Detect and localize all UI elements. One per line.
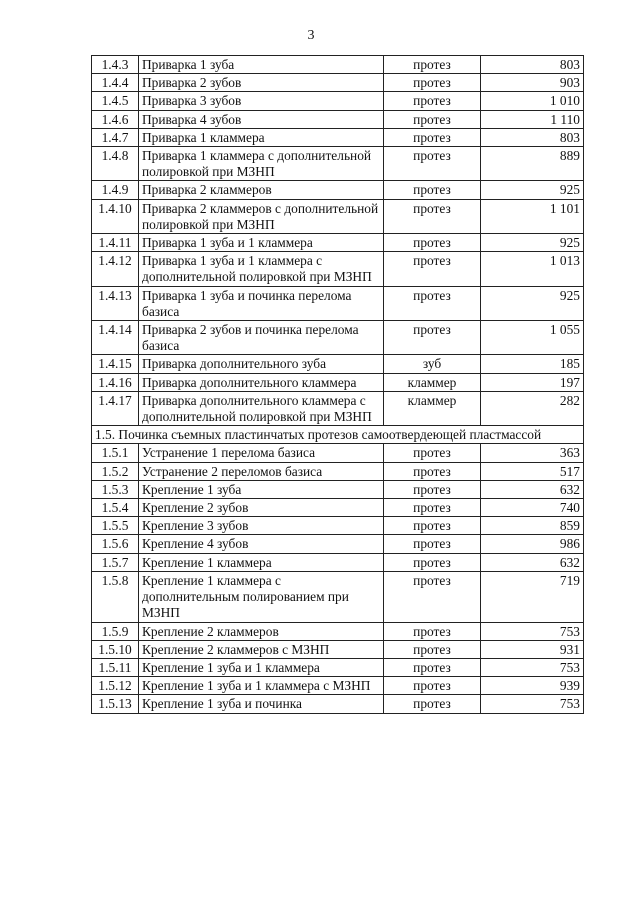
table-row (92, 147, 584, 181)
service-name: Приварка 1 зуба и 1 кламмера (139, 234, 384, 252)
unit-of-measure: протез (384, 74, 481, 92)
service-price: 859 (481, 517, 584, 535)
service-code: 1.4.15 (92, 355, 139, 373)
unit-of-measure: протез (384, 110, 481, 128)
service-price: 632 (481, 480, 584, 498)
service-price: 363 (481, 444, 584, 462)
service-price: 1 013 (481, 252, 584, 286)
table-row (92, 517, 584, 535)
table-row (92, 321, 584, 355)
unit-of-measure: протез (384, 571, 481, 622)
service-name: Крепление 4 зубов (139, 535, 384, 553)
service-name: Крепление 1 зуба и 1 кламмера с МЗНП (139, 677, 384, 695)
table-row (92, 355, 584, 373)
service-price: 1 055 (481, 321, 584, 355)
table-row (92, 677, 584, 695)
table-row (92, 622, 584, 640)
service-price: 185 (481, 355, 584, 373)
table-row (92, 571, 584, 622)
unit-of-measure: зуб (384, 355, 481, 373)
service-code: 1.5.2 (92, 462, 139, 480)
service-name: Крепление 1 зуба и 1 кламмера (139, 658, 384, 676)
unit-of-measure: протез (384, 147, 481, 181)
unit-of-measure: протез (384, 286, 481, 320)
service-code: 1.4.4 (92, 74, 139, 92)
unit-of-measure: протез (384, 480, 481, 498)
service-code: 1.4.10 (92, 199, 139, 233)
unit-of-measure: кламмер (384, 391, 481, 425)
unit-of-measure: протез (384, 499, 481, 517)
service-price: 1 110 (481, 110, 584, 128)
section-header-row (92, 426, 584, 444)
service-name: Крепление 1 зуба (139, 480, 384, 498)
price-table-body-after (92, 444, 584, 713)
service-price: 632 (481, 553, 584, 571)
table-row (92, 640, 584, 658)
service-price: 939 (481, 677, 584, 695)
unit-of-measure: протез (384, 695, 481, 713)
service-code: 1.5.9 (92, 622, 139, 640)
unit-of-measure: протез (384, 517, 481, 535)
table-row (92, 199, 584, 233)
service-price: 719 (481, 571, 584, 622)
table-row (92, 252, 584, 286)
service-name: Крепление 1 кламмера с дополнительным полированием при МЗНП (139, 571, 384, 622)
unit-of-measure: протез (384, 677, 481, 695)
service-name: Приварка 2 кламмеров (139, 181, 384, 199)
service-code: 1.4.16 (92, 373, 139, 391)
table-row (92, 286, 584, 320)
table-row (92, 658, 584, 676)
service-price: 925 (481, 234, 584, 252)
section-header-body (92, 426, 584, 444)
price-table (91, 55, 584, 714)
service-name: Крепление 1 кламмера (139, 553, 384, 571)
table-row (92, 391, 584, 425)
service-name: Крепление 2 кламмеров (139, 622, 384, 640)
service-name: Приварка 3 зубов (139, 92, 384, 110)
service-name: Крепление 2 кламмеров с МЗНП (139, 640, 384, 658)
table-row (92, 56, 584, 74)
service-name: Приварка 1 кламмера (139, 128, 384, 146)
table-row (92, 444, 584, 462)
service-code: 1.4.17 (92, 391, 139, 425)
table-row (92, 462, 584, 480)
service-price: 903 (481, 74, 584, 92)
service-price: 803 (481, 128, 584, 146)
service-name: Устранение 2 переломов базиса (139, 462, 384, 480)
service-price: 925 (481, 286, 584, 320)
service-code: 1.5.6 (92, 535, 139, 553)
unit-of-measure: кламмер (384, 373, 481, 391)
service-code: 1.5.7 (92, 553, 139, 571)
service-code: 1.5.13 (92, 695, 139, 713)
unit-of-measure: протез (384, 640, 481, 658)
service-price: 1 101 (481, 199, 584, 233)
service-name: Крепление 1 зуба и починка (139, 695, 384, 713)
table-row (92, 480, 584, 498)
service-code: 1.4.5 (92, 92, 139, 110)
service-price: 1 010 (481, 92, 584, 110)
unit-of-measure: протез (384, 321, 481, 355)
service-code: 1.4.9 (92, 181, 139, 199)
service-price: 889 (481, 147, 584, 181)
page-number: 3 (307, 28, 315, 43)
service-code: 1.5.4 (92, 499, 139, 517)
service-name: Приварка 2 зубов (139, 74, 384, 92)
service-name: Приварка дополнительного кламмера с дополнительной полировкой при МЗНП (139, 391, 384, 425)
unit-of-measure: протез (384, 658, 481, 676)
service-name: Приварка 1 зуба и 1 кламмера с дополнительной полировкой при МЗНП (139, 252, 384, 286)
service-price: 282 (481, 391, 584, 425)
service-price: 931 (481, 640, 584, 658)
service-name: Приварка дополнительного зуба (139, 355, 384, 373)
table-row (92, 92, 584, 110)
section-title: 1.5. Починка съемных пластинчатых протезов самоотвердеющей пластмассой (92, 426, 584, 444)
service-price: 986 (481, 535, 584, 553)
table-row (92, 234, 584, 252)
service-name: Приварка 1 зуба (139, 56, 384, 74)
table-row (92, 695, 584, 713)
service-code: 1.4.11 (92, 234, 139, 252)
service-name: Приварка 4 зубов (139, 110, 384, 128)
service-code: 1.4.14 (92, 321, 139, 355)
table-row (92, 128, 584, 146)
service-price: 803 (481, 56, 584, 74)
unit-of-measure: протез (384, 462, 481, 480)
service-code: 1.5.12 (92, 677, 139, 695)
service-name: Устранение 1 перелома базиса (139, 444, 384, 462)
unit-of-measure: протез (384, 199, 481, 233)
service-name: Приварка 1 зуба и починка перелома базиса (139, 286, 384, 320)
service-code: 1.5.5 (92, 517, 139, 535)
service-price: 740 (481, 499, 584, 517)
service-code: 1.4.8 (92, 147, 139, 181)
service-code: 1.5.11 (92, 658, 139, 676)
service-price: 753 (481, 622, 584, 640)
service-name: Приварка 2 зубов и починка перелома базиса (139, 321, 384, 355)
service-code: 1.5.10 (92, 640, 139, 658)
unit-of-measure: протез (384, 92, 481, 110)
service-code: 1.4.13 (92, 286, 139, 320)
unit-of-measure: протез (384, 128, 481, 146)
service-price: 517 (481, 462, 584, 480)
service-code: 1.4.6 (92, 110, 139, 128)
table-row (92, 373, 584, 391)
service-code: 1.5.1 (92, 444, 139, 462)
table-row (92, 535, 584, 553)
table-row (92, 181, 584, 199)
unit-of-measure: протез (384, 252, 481, 286)
service-code: 1.5.3 (92, 480, 139, 498)
service-code: 1.4.3 (92, 56, 139, 74)
unit-of-measure: протез (384, 535, 481, 553)
unit-of-measure: протез (384, 234, 481, 252)
service-name: Крепление 3 зубов (139, 517, 384, 535)
table-row (92, 74, 584, 92)
service-code: 1.4.7 (92, 128, 139, 146)
unit-of-measure: протез (384, 444, 481, 462)
service-code: 1.5.8 (92, 571, 139, 622)
table-row (92, 499, 584, 517)
service-price: 753 (481, 658, 584, 676)
unit-of-measure: протез (384, 56, 481, 74)
unit-of-measure: протез (384, 622, 481, 640)
unit-of-measure: протез (384, 181, 481, 199)
service-name: Приварка 1 кламмера с дополнительной полировкой при МЗНП (139, 147, 384, 181)
service-price: 925 (481, 181, 584, 199)
service-price: 197 (481, 373, 584, 391)
table-row (92, 110, 584, 128)
unit-of-measure: протез (384, 553, 481, 571)
service-price: 753 (481, 695, 584, 713)
service-name: Приварка дополнительного кламмера (139, 373, 384, 391)
price-table-body-before (92, 56, 584, 426)
service-name: Приварка 2 кламмеров с дополнительной полировкой при МЗНП (139, 199, 384, 233)
table-row (92, 553, 584, 571)
service-code: 1.4.12 (92, 252, 139, 286)
service-name: Крепление 2 зубов (139, 499, 384, 517)
